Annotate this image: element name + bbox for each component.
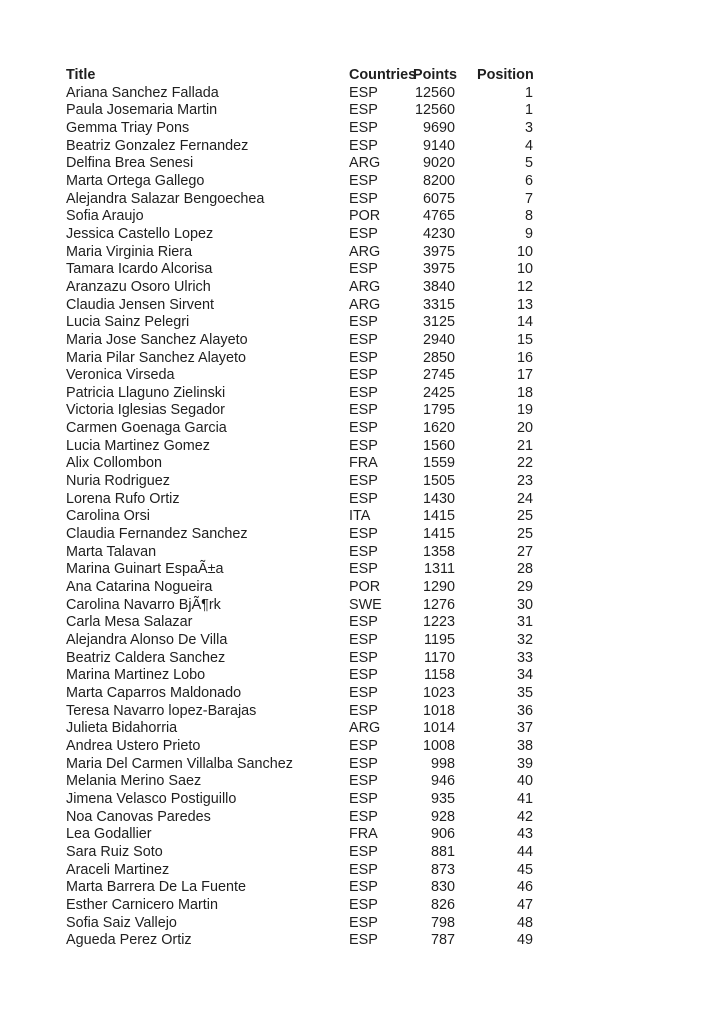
title-cell: Ana Catarina Nogueira bbox=[66, 579, 213, 596]
country-cell: ESP bbox=[349, 543, 378, 560]
title-cell: Patricia Llaguno Zielinski bbox=[66, 384, 226, 401]
country-cell: ESP bbox=[349, 384, 378, 401]
points-cell: 3975 bbox=[422, 261, 455, 278]
country-cell: ESP bbox=[349, 790, 378, 807]
position-cell: 44 bbox=[516, 843, 533, 860]
title-cell: Lucia Sainz Pelegri bbox=[66, 314, 190, 331]
points-cell: 881 bbox=[430, 843, 455, 860]
table-row bbox=[66, 261, 533, 279]
position-cell: 14 bbox=[516, 314, 533, 331]
country-cell: ESP bbox=[349, 773, 378, 790]
title-cell: Alejandra Salazar Bengoechea bbox=[66, 190, 265, 207]
country-cell: ESP bbox=[349, 119, 378, 136]
title-cell: Delfina Brea Senesi bbox=[66, 155, 194, 172]
country-cell: ESP bbox=[349, 137, 378, 154]
points-cell: 3840 bbox=[422, 278, 455, 295]
position-cell: 32 bbox=[516, 632, 533, 648]
points-cell: 2425 bbox=[422, 384, 455, 401]
country-cell: ESP bbox=[349, 702, 378, 719]
title-cell: Marina Guinart EspaÃ±a bbox=[66, 561, 224, 578]
country-cell: ARG bbox=[349, 155, 381, 172]
title-cell: Araceli Martinez bbox=[66, 861, 170, 878]
points-cell: 998 bbox=[430, 755, 455, 772]
points-cell: 3125 bbox=[422, 314, 455, 331]
title-cell: Nuria Rodriguez bbox=[66, 473, 170, 490]
table-row bbox=[66, 791, 533, 809]
table-row bbox=[66, 332, 533, 350]
position-cell: 9 bbox=[524, 225, 533, 242]
table-row bbox=[66, 402, 533, 420]
table-row bbox=[66, 420, 533, 438]
table-row bbox=[66, 226, 533, 244]
position-cell: 23 bbox=[516, 473, 533, 490]
position-cell: 36 bbox=[516, 702, 533, 719]
country-cell: ESP bbox=[349, 102, 378, 119]
position-cell: 35 bbox=[516, 684, 533, 701]
table-row bbox=[66, 879, 533, 897]
table-row bbox=[66, 809, 533, 827]
position-cell: 25 bbox=[516, 526, 533, 543]
position-cell: 1 bbox=[524, 84, 533, 101]
country-cell: ESP bbox=[349, 737, 378, 754]
position-cell: 46 bbox=[516, 879, 533, 896]
country-cell: ESP bbox=[349, 632, 378, 648]
table-row bbox=[66, 455, 533, 473]
position-cell: 5 bbox=[524, 155, 533, 172]
country-cell: ESP bbox=[349, 225, 378, 242]
title-cell: Alix Collombon bbox=[66, 455, 162, 472]
points-cell: 4765 bbox=[422, 208, 455, 225]
title-cell: Maria Virginia Riera bbox=[66, 243, 193, 260]
position-cell: 31 bbox=[516, 614, 533, 631]
points-cell: 1560 bbox=[422, 437, 455, 454]
table-row bbox=[66, 85, 533, 103]
points-cell: 1276 bbox=[422, 596, 455, 613]
country-cell: ESP bbox=[349, 349, 378, 366]
position-cell: 49 bbox=[516, 932, 533, 949]
country-cell: ESP bbox=[349, 84, 378, 101]
country-cell: ESP bbox=[349, 914, 378, 931]
position-cell: 25 bbox=[516, 508, 533, 525]
country-cell: ESP bbox=[349, 190, 378, 207]
table-row bbox=[66, 915, 533, 933]
title-cell: Noa Canovas Paredes bbox=[66, 808, 211, 825]
points-cell: 1311 bbox=[424, 561, 455, 578]
points-cell: 1290 bbox=[422, 579, 455, 596]
points-cell: 906 bbox=[430, 826, 455, 843]
title-cell: Sofia Araujo bbox=[66, 208, 144, 225]
country-cell: ESP bbox=[349, 667, 378, 684]
country-cell: ESP bbox=[349, 561, 378, 578]
points-cell: 935 bbox=[430, 790, 455, 807]
position-cell: 34 bbox=[516, 667, 533, 684]
points-cell: 1018 bbox=[422, 702, 455, 719]
table-row bbox=[66, 367, 533, 385]
ranking-table bbox=[66, 67, 533, 950]
points-cell: 1014 bbox=[422, 720, 455, 737]
points-cell: 1620 bbox=[422, 420, 455, 437]
position-cell: 20 bbox=[516, 420, 533, 437]
position-cell: 7 bbox=[524, 190, 533, 207]
country-cell: ESP bbox=[349, 843, 378, 860]
position-cell: 38 bbox=[516, 737, 533, 754]
position-cell: 4 bbox=[524, 137, 533, 154]
country-cell: ESP bbox=[349, 314, 378, 331]
country-cell: ESP bbox=[349, 896, 378, 913]
table-row bbox=[66, 544, 533, 562]
position-cell: 6 bbox=[524, 172, 533, 189]
position-cell: 8 bbox=[524, 208, 533, 225]
position-cell: 47 bbox=[516, 896, 533, 913]
title-cell: Sara Ruiz Soto bbox=[66, 843, 163, 860]
title-cell: Lea Godallier bbox=[66, 826, 152, 843]
points-cell: 9690 bbox=[422, 119, 455, 136]
points-cell: 12560 bbox=[414, 102, 455, 119]
position-cell: 39 bbox=[516, 755, 533, 772]
table-row bbox=[66, 473, 533, 491]
points-cell: 1505 bbox=[422, 473, 455, 490]
position-cell: 12 bbox=[516, 278, 533, 295]
position-cell: 28 bbox=[516, 561, 533, 578]
table-row bbox=[66, 526, 533, 544]
table-row bbox=[66, 862, 533, 880]
table-row bbox=[66, 191, 533, 209]
position-cell: 41 bbox=[516, 790, 533, 807]
table-row bbox=[66, 279, 533, 297]
position-cell: 22 bbox=[516, 455, 533, 472]
country-cell: SWE bbox=[349, 596, 382, 613]
country-cell: ESP bbox=[349, 684, 378, 701]
position-cell: 19 bbox=[516, 402, 533, 419]
title-cell: Marta Ortega Gallego bbox=[66, 172, 205, 189]
header-points: Points bbox=[413, 67, 457, 83]
title-cell: Aranzazu Osoro Ulrich bbox=[66, 278, 211, 295]
title-cell: Claudia Jensen Sirvent bbox=[66, 296, 214, 313]
points-cell: 1430 bbox=[422, 490, 455, 507]
table-row bbox=[66, 826, 533, 844]
table-row bbox=[66, 491, 533, 509]
points-cell: 798 bbox=[430, 914, 455, 931]
header-title: Title bbox=[66, 67, 96, 83]
title-cell: Gemma Triay Pons bbox=[66, 119, 190, 136]
country-cell: ESP bbox=[349, 261, 378, 278]
points-cell: 2850 bbox=[422, 349, 455, 366]
table-row bbox=[66, 632, 533, 650]
country-cell: ESP bbox=[349, 649, 378, 666]
points-cell: 1415 bbox=[422, 526, 455, 543]
position-cell: 10 bbox=[516, 261, 533, 278]
points-cell: 830 bbox=[430, 879, 455, 896]
position-cell: 3 bbox=[524, 119, 533, 136]
title-cell: Paula Josemaria Martin bbox=[66, 102, 218, 119]
header-position: Position bbox=[477, 67, 534, 83]
country-cell: ARG bbox=[349, 296, 381, 313]
points-cell: 928 bbox=[430, 808, 455, 825]
table-row bbox=[66, 614, 533, 632]
country-cell: POR bbox=[349, 208, 381, 225]
table-row bbox=[66, 897, 533, 915]
points-cell: 12560 bbox=[414, 84, 455, 101]
table-row bbox=[66, 173, 533, 191]
table-row bbox=[66, 685, 533, 703]
title-cell: Marta Caparros Maldonado bbox=[66, 684, 242, 701]
country-cell: ESP bbox=[349, 614, 378, 631]
position-cell: 15 bbox=[516, 331, 533, 348]
position-cell: 37 bbox=[516, 720, 533, 737]
points-cell: 3315 bbox=[422, 296, 455, 313]
title-cell: Agueda Perez Ortiz bbox=[66, 932, 192, 949]
country-cell: ESP bbox=[349, 861, 378, 878]
title-cell: Marta Barrera De La Fuente bbox=[66, 879, 246, 896]
points-cell: 1158 bbox=[424, 667, 455, 684]
title-cell: Carla Mesa Salazar bbox=[66, 614, 193, 631]
title-cell: Tamara Icardo Alcorisa bbox=[66, 261, 213, 278]
position-cell: 1 bbox=[524, 102, 533, 119]
country-cell: ESP bbox=[349, 402, 378, 419]
title-cell: Maria Del Carmen Villalba Sanchez bbox=[66, 755, 293, 772]
title-cell: Lucia Martinez Gomez bbox=[66, 437, 210, 454]
title-cell: Veronica Virseda bbox=[66, 367, 175, 384]
points-cell: 826 bbox=[430, 896, 455, 913]
country-cell: ESP bbox=[349, 473, 378, 490]
title-cell: Jimena Velasco Postiguillo bbox=[66, 790, 237, 807]
title-cell: Melania Merino Saez bbox=[66, 773, 202, 790]
table-body bbox=[66, 85, 533, 950]
title-cell: Marta Talavan bbox=[66, 543, 157, 560]
position-cell: 13 bbox=[516, 296, 533, 313]
title-cell: Lorena Rufo Ortiz bbox=[66, 490, 180, 507]
points-cell: 946 bbox=[430, 773, 455, 790]
table-row bbox=[66, 155, 533, 173]
position-cell: 17 bbox=[516, 367, 533, 384]
country-cell: ARG bbox=[349, 720, 381, 737]
country-cell: ITA bbox=[349, 508, 371, 525]
table-row bbox=[66, 932, 533, 950]
country-cell: ESP bbox=[349, 755, 378, 772]
position-cell: 18 bbox=[516, 384, 533, 401]
title-cell: Beatriz Caldera Sanchez bbox=[66, 649, 226, 666]
position-cell: 16 bbox=[516, 349, 533, 366]
country-cell: ESP bbox=[349, 808, 378, 825]
country-cell: ESP bbox=[349, 172, 378, 189]
country-cell: ESP bbox=[349, 879, 378, 896]
points-cell: 3975 bbox=[422, 243, 455, 260]
title-cell: Esther Carnicero Martin bbox=[66, 896, 218, 913]
table-row bbox=[66, 650, 533, 668]
table-row bbox=[66, 138, 533, 156]
points-cell: 1170 bbox=[424, 649, 455, 666]
table-row bbox=[66, 244, 533, 262]
title-cell: Victoria Iglesias Segador bbox=[66, 402, 225, 419]
points-cell: 1008 bbox=[422, 737, 455, 754]
table-row bbox=[66, 844, 533, 862]
title-cell: Carolina Navarro BjÃ¶rk bbox=[66, 596, 221, 613]
title-cell: Carolina Orsi bbox=[66, 508, 150, 525]
points-cell: 1559 bbox=[422, 455, 455, 472]
table-row bbox=[66, 561, 533, 579]
country-cell: FRA bbox=[349, 826, 378, 843]
country-cell: ESP bbox=[349, 526, 378, 543]
country-cell: ESP bbox=[349, 331, 378, 348]
country-cell: ARG bbox=[349, 278, 381, 295]
title-cell: Marina Martinez Lobo bbox=[66, 667, 206, 684]
points-cell: 9140 bbox=[422, 137, 455, 154]
title-cell: Julieta Bidahorria bbox=[66, 720, 178, 737]
table-row bbox=[66, 667, 533, 685]
table-row bbox=[66, 314, 533, 332]
table-row bbox=[66, 756, 533, 774]
position-cell: 30 bbox=[516, 596, 533, 613]
title-cell: Jessica Castello Lopez bbox=[66, 225, 214, 242]
title-cell: Maria Jose Sanchez Alayeto bbox=[66, 331, 248, 348]
table-row bbox=[66, 208, 533, 226]
position-cell: 40 bbox=[516, 773, 533, 790]
table-row bbox=[66, 350, 533, 368]
country-cell: ESP bbox=[349, 437, 378, 454]
position-cell: 29 bbox=[516, 579, 533, 596]
points-cell: 873 bbox=[430, 861, 455, 878]
table-row bbox=[66, 773, 533, 791]
points-cell: 1795 bbox=[422, 402, 455, 419]
title-cell: Teresa Navarro lopez-Barajas bbox=[66, 702, 257, 719]
points-cell: 1023 bbox=[422, 684, 455, 701]
table-row bbox=[66, 297, 533, 315]
table-row bbox=[66, 102, 533, 120]
position-cell: 27 bbox=[516, 543, 533, 560]
title-cell: Ariana Sanchez Fallada bbox=[66, 84, 219, 101]
country-cell: FRA bbox=[349, 455, 378, 472]
position-cell: 21 bbox=[516, 437, 533, 454]
title-cell: Carmen Goenaga Garcia bbox=[66, 420, 227, 437]
table-row bbox=[66, 720, 533, 738]
table-row bbox=[66, 120, 533, 138]
position-cell: 33 bbox=[516, 649, 533, 666]
country-cell: ARG bbox=[349, 243, 381, 260]
position-cell: 24 bbox=[516, 490, 533, 507]
table-row bbox=[66, 597, 533, 615]
title-cell: Beatriz Gonzalez Fernandez bbox=[66, 137, 249, 154]
table-row bbox=[66, 438, 533, 456]
table-row bbox=[66, 579, 533, 597]
position-cell: 10 bbox=[516, 243, 533, 260]
country-cell: POR bbox=[349, 579, 381, 596]
table-row bbox=[66, 385, 533, 403]
table-row bbox=[66, 508, 533, 526]
country-cell: ESP bbox=[349, 490, 378, 507]
header-countries: Countries bbox=[349, 67, 417, 83]
country-cell: ESP bbox=[349, 932, 378, 949]
table-row bbox=[66, 738, 533, 756]
table-row bbox=[66, 703, 533, 721]
title-cell: Sofia Saiz Vallejo bbox=[66, 914, 177, 931]
points-cell: 9020 bbox=[422, 155, 455, 172]
points-cell: 787 bbox=[430, 932, 455, 949]
position-cell: 42 bbox=[516, 808, 533, 825]
points-cell: 1195 bbox=[424, 632, 455, 648]
title-cell: Alejandra Alonso De Villa bbox=[66, 632, 228, 648]
points-cell: 8200 bbox=[422, 172, 455, 189]
country-cell: ESP bbox=[349, 420, 378, 437]
position-cell: 48 bbox=[516, 914, 533, 931]
title-cell: Andrea Ustero Prieto bbox=[66, 737, 201, 754]
points-cell: 1223 bbox=[422, 614, 455, 631]
title-cell: Claudia Fernandez Sanchez bbox=[66, 526, 248, 543]
position-cell: 45 bbox=[516, 861, 533, 878]
points-cell: 2745 bbox=[422, 367, 455, 384]
points-cell: 1358 bbox=[422, 543, 455, 560]
title-cell: Maria Pilar Sanchez Alayeto bbox=[66, 349, 246, 366]
points-cell: 2940 bbox=[422, 331, 455, 348]
table-header-row bbox=[66, 67, 533, 85]
position-cell: 43 bbox=[516, 826, 533, 843]
points-cell: 1415 bbox=[422, 508, 455, 525]
country-cell: ESP bbox=[349, 367, 378, 384]
points-cell: 4230 bbox=[422, 225, 455, 242]
points-cell: 6075 bbox=[422, 190, 455, 207]
